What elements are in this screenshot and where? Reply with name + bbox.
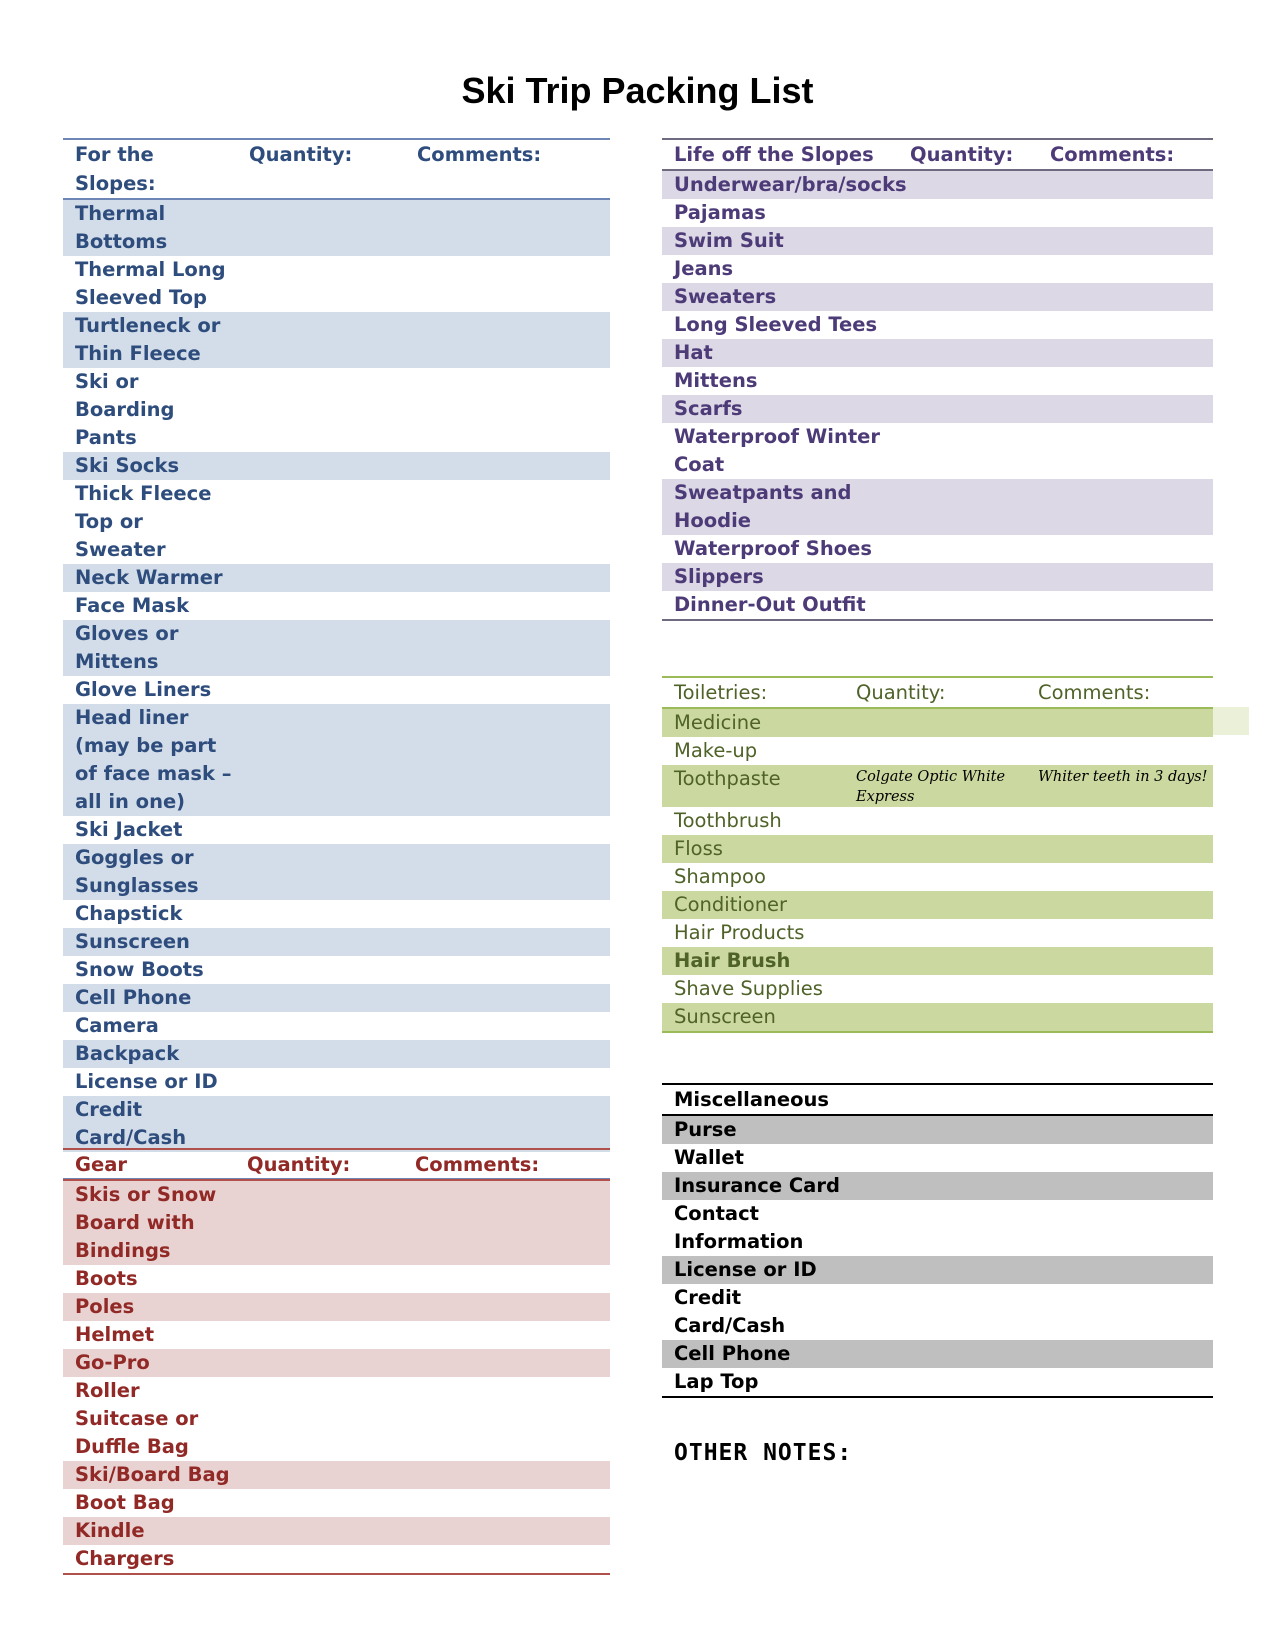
comment-cell	[403, 1265, 610, 1293]
quantity-cell	[844, 1284, 1026, 1340]
quantity-cell	[235, 1265, 403, 1293]
quantity-cell	[237, 368, 405, 452]
column-header: Quantity:	[844, 677, 1026, 708]
item-name: License or ID	[75, 1070, 218, 1093]
quantity-cell	[844, 1340, 1026, 1368]
table-row	[662, 737, 1213, 765]
comment-cell	[1026, 1368, 1213, 1397]
column-header: Quantity:	[235, 1149, 403, 1180]
quantity-cell	[235, 1517, 403, 1545]
table-row	[63, 1349, 610, 1377]
table-row	[662, 1172, 1213, 1200]
quantity-cell	[844, 947, 1026, 975]
item-name: Hat	[662, 339, 898, 367]
comment-cell	[405, 704, 610, 816]
comment-cell	[403, 1180, 610, 1265]
gear-table	[63, 1148, 610, 1575]
quantity-cell: Colgate Optic White Express	[844, 765, 1026, 807]
quantity-cell	[237, 256, 405, 312]
item-name: License or ID	[662, 1256, 844, 1284]
item-name: Cell Phone	[63, 984, 237, 1012]
item-name: Hair Brush	[662, 947, 844, 975]
item-name: Poles	[63, 1293, 235, 1321]
comment-cell	[1026, 708, 1213, 737]
life-off-slopes-table	[662, 138, 1213, 621]
quantity-cell	[844, 975, 1026, 1003]
comment-cell	[1026, 863, 1213, 891]
table-row	[63, 1068, 610, 1096]
column-header: Comments:	[1026, 677, 1213, 708]
quantity-cell	[898, 199, 1038, 227]
item-name: Make-up	[674, 739, 758, 762]
table-row	[63, 676, 610, 704]
table-row	[662, 199, 1213, 227]
table-row	[662, 1340, 1213, 1368]
comment-cell	[405, 1068, 610, 1096]
table-row	[662, 708, 1213, 737]
quantity-cell	[235, 1377, 403, 1461]
item-name: Swim Suit	[662, 227, 898, 255]
quantity-cell	[898, 311, 1038, 339]
quantity-cell	[235, 1461, 403, 1489]
comment-cell	[1026, 1144, 1213, 1172]
table-row	[662, 170, 1213, 199]
table-row	[662, 1115, 1213, 1144]
column-header: Comments:	[403, 1149, 610, 1180]
quantity-cell	[237, 1040, 405, 1068]
item-name: Shave Supplies	[674, 977, 823, 1000]
item-name: Ski Jacket	[75, 818, 183, 841]
comment-cell	[405, 816, 610, 844]
quantity-cell	[235, 1321, 403, 1349]
table-row	[662, 765, 1213, 807]
quantity-cell	[237, 452, 405, 480]
item-name: Scarfs	[662, 395, 898, 423]
column-header: For the Slopes:	[63, 139, 237, 199]
table-row	[63, 199, 610, 256]
table-row	[662, 1284, 1213, 1340]
quantity-cell	[237, 1012, 405, 1040]
table-row	[662, 311, 1213, 339]
quantity-cell	[235, 1293, 403, 1321]
quantity-cell	[237, 480, 405, 564]
item-name: Thermal Long Sleeved Top	[75, 258, 226, 309]
table-row	[63, 984, 610, 1012]
comment-cell: Whiter teeth in 3 days!	[1026, 765, 1213, 807]
quantity-cell	[237, 1096, 405, 1152]
item-name: Snow Boots	[75, 958, 204, 981]
table-row	[662, 919, 1213, 947]
comment-cell	[405, 928, 610, 956]
item-name: Go-Pro	[63, 1349, 235, 1377]
table-row	[662, 479, 1213, 535]
table-row	[63, 1180, 610, 1265]
quantity-cell	[237, 620, 405, 676]
table-row	[662, 423, 1213, 479]
column-header: Toiletries:	[662, 677, 844, 708]
quantity-cell	[898, 563, 1038, 591]
comment-cell	[403, 1321, 610, 1349]
quantity-cell	[898, 395, 1038, 423]
table-row	[63, 1461, 610, 1489]
quantity-cell	[898, 591, 1038, 620]
quantity-cell	[898, 339, 1038, 367]
table-row	[63, 1321, 610, 1349]
quantity-cell	[844, 1256, 1026, 1284]
quantity-cell	[237, 816, 405, 844]
table-row	[662, 807, 1213, 835]
quantity-cell	[237, 676, 405, 704]
item-name: Medicine	[662, 708, 844, 737]
comment-cell	[1038, 563, 1213, 591]
item-name: Skis or Snow Board with Bindings	[63, 1180, 235, 1265]
table-row	[662, 563, 1213, 591]
comment-cell	[405, 844, 610, 900]
item-name: Credit Card/Cash	[674, 1286, 786, 1337]
comment-cell	[405, 312, 610, 368]
quantity-cell	[237, 704, 405, 816]
item-name: Cell Phone	[662, 1340, 844, 1368]
comment-cell	[1026, 1340, 1213, 1368]
table-row	[63, 1096, 610, 1152]
table-row	[662, 255, 1213, 283]
item-name: Insurance Card	[662, 1172, 844, 1200]
item-name: Camera	[75, 1014, 159, 1037]
table-row	[662, 1200, 1213, 1256]
quantity-cell	[844, 1368, 1026, 1397]
item-name: Credit Card/Cash	[63, 1096, 237, 1152]
comment-cell	[1038, 311, 1213, 339]
quantity-cell	[844, 835, 1026, 863]
table-row	[63, 1545, 610, 1574]
comment-cell	[405, 984, 610, 1012]
quantity-cell	[898, 227, 1038, 255]
column-header: Quantity:	[898, 139, 1038, 170]
quantity-cell	[844, 863, 1026, 891]
item-name: Waterproof Winter Coat	[674, 425, 881, 476]
other-notes-heading: OTHER NOTES:	[674, 1440, 853, 1466]
item-name: Contact Information	[674, 1202, 804, 1253]
item-name: Thermal Bottoms	[63, 199, 237, 256]
slopes-table	[63, 138, 610, 1180]
table-row	[63, 928, 610, 956]
item-name: Backpack	[63, 1040, 237, 1068]
toiletries-table	[662, 676, 1213, 1033]
comment-cell	[405, 1040, 610, 1068]
item-name: Hair Products	[674, 921, 805, 944]
table-row	[63, 620, 610, 676]
item-name: Shampoo	[674, 865, 766, 888]
quantity-cell	[235, 1349, 403, 1377]
table-row	[63, 1517, 610, 1545]
table-row	[662, 535, 1213, 563]
table-row	[63, 1265, 610, 1293]
table-row	[662, 283, 1213, 311]
item-name: Neck Warmer	[63, 564, 237, 592]
comment-cell	[1038, 535, 1213, 563]
table-row	[63, 368, 610, 452]
table-row	[63, 844, 610, 900]
table-row	[63, 704, 610, 816]
comment-cell	[403, 1517, 610, 1545]
comment-cell	[1038, 199, 1213, 227]
comment-cell	[1038, 227, 1213, 255]
table-row	[662, 339, 1213, 367]
item-name: Sweatpants and Hoodie	[662, 479, 898, 535]
table-row	[662, 395, 1213, 423]
item-name: Long Sleeved Tees	[674, 313, 878, 336]
item-name: Chapstick	[75, 902, 183, 925]
item-name: Goggles or Sunglasses	[63, 844, 237, 900]
item-name: Purse	[662, 1115, 844, 1144]
item-name: Thick Fleece Top or Sweater	[75, 482, 212, 561]
comment-cell	[1038, 591, 1213, 620]
item-name: Gloves or Mittens	[63, 620, 237, 676]
quantity-cell	[237, 312, 405, 368]
quantity-cell	[237, 984, 405, 1012]
item-name: Sunscreen	[662, 1003, 844, 1032]
table-edge-decoration	[1213, 707, 1249, 735]
table-row	[662, 227, 1213, 255]
item-name: Slippers	[662, 563, 898, 591]
comment-cell	[1038, 283, 1213, 311]
item-name: Waterproof Shoes	[674, 537, 872, 560]
quantity-cell	[898, 170, 1038, 199]
quantity-cell	[844, 1144, 1026, 1172]
comment-cell	[405, 480, 610, 564]
comment-cell	[405, 620, 610, 676]
comment-cell	[1026, 919, 1213, 947]
comment-cell	[1026, 807, 1213, 835]
table-row	[662, 835, 1213, 863]
comment-cell	[1026, 1200, 1213, 1256]
item-name: Kindle	[63, 1517, 235, 1545]
comment-cell	[1026, 1256, 1213, 1284]
item-name: Ski Socks	[63, 452, 237, 480]
comment-cell	[405, 564, 610, 592]
item-name: Lap Top	[674, 1370, 759, 1393]
comment-cell	[405, 368, 610, 452]
quantity-cell	[898, 367, 1038, 395]
quantity-cell	[844, 919, 1026, 947]
quantity-cell	[898, 423, 1038, 479]
table-row	[63, 312, 610, 368]
item-name: Glove Liners	[75, 678, 212, 701]
table-row	[63, 592, 610, 620]
quantity-cell	[237, 900, 405, 928]
quantity-cell	[237, 1068, 405, 1096]
column-header: Comments:	[1038, 139, 1213, 170]
comment-cell	[405, 592, 610, 620]
comment-cell	[405, 199, 610, 256]
table-row	[63, 564, 610, 592]
table-row	[662, 863, 1213, 891]
item-name: Sweaters	[662, 283, 898, 311]
comment-cell	[403, 1461, 610, 1489]
table-row	[662, 1368, 1213, 1397]
comment-cell	[405, 256, 610, 312]
comment-cell	[1026, 835, 1213, 863]
item-name: Pajamas	[674, 201, 766, 224]
table-row	[63, 900, 610, 928]
item-name: Turtleneck or Thin Fleece	[63, 312, 237, 368]
quantity-cell	[235, 1545, 403, 1574]
table-row	[662, 891, 1213, 919]
quantity-cell	[235, 1180, 403, 1265]
comment-cell	[1026, 1284, 1213, 1340]
quantity-cell	[237, 592, 405, 620]
table-row	[662, 975, 1213, 1003]
table-row	[63, 956, 610, 984]
page-title: Ski Trip Packing List	[461, 70, 814, 111]
quantity-cell	[237, 956, 405, 984]
miscellaneous-table	[662, 1083, 1213, 1398]
item-name: Dinner-Out Outfit	[674, 593, 866, 616]
comment-cell	[1026, 737, 1213, 765]
item-name: Toothbrush	[674, 809, 782, 832]
comment-cell	[405, 956, 610, 984]
comment-cell	[1026, 1115, 1213, 1144]
item-name: Helmet	[75, 1323, 155, 1346]
quantity-cell	[898, 255, 1038, 283]
table-row	[662, 947, 1213, 975]
comment-cell	[1038, 255, 1213, 283]
item-name: Face Mask	[75, 594, 190, 617]
table-row	[63, 1012, 610, 1040]
column-header: Comments:	[405, 139, 610, 199]
table-row	[662, 591, 1213, 620]
item-name: Chargers	[75, 1547, 175, 1570]
quantity-cell	[237, 564, 405, 592]
comment-cell	[405, 900, 610, 928]
quantity-cell	[844, 1115, 1026, 1144]
table-row	[662, 1144, 1213, 1172]
quantity-cell	[844, 1003, 1026, 1032]
table-row	[63, 1377, 610, 1461]
column-header: Life off the Slopes	[662, 139, 898, 170]
column-header: Gear	[63, 1149, 235, 1180]
comment-cell	[403, 1349, 610, 1377]
quantity-cell	[844, 708, 1026, 737]
quantity-cell	[235, 1489, 403, 1517]
comment-cell	[1038, 339, 1213, 367]
table-row	[63, 816, 610, 844]
comment-cell	[403, 1293, 610, 1321]
quantity-cell	[844, 737, 1026, 765]
table-row	[63, 480, 610, 564]
comment-cell	[1026, 1003, 1213, 1032]
item-name: Conditioner	[662, 891, 844, 919]
item-name: Boots	[75, 1267, 138, 1290]
comment-cell	[1026, 1172, 1213, 1200]
column-header: Miscellaneous	[662, 1084, 844, 1115]
comment-cell	[1038, 423, 1213, 479]
comment-cell	[403, 1377, 610, 1461]
comment-cell	[405, 1096, 610, 1152]
comment-cell	[403, 1545, 610, 1574]
comment-cell	[1026, 891, 1213, 919]
table-row	[662, 1003, 1213, 1032]
comment-cell	[1026, 975, 1213, 1003]
quantity-cell	[898, 479, 1038, 535]
comment-cell	[403, 1489, 610, 1517]
comment-cell	[405, 676, 610, 704]
quantity-cell	[237, 928, 405, 956]
comment-cell	[405, 1012, 610, 1040]
item-name: Wallet	[674, 1146, 744, 1169]
comment-cell	[405, 452, 610, 480]
table-row	[63, 452, 610, 480]
column-header: Quantity:	[237, 139, 405, 199]
quantity-cell	[898, 283, 1038, 311]
item-name: Boot Bag	[75, 1491, 175, 1514]
item-name: Roller Suitcase or Duffle Bag	[75, 1379, 199, 1458]
quantity-cell	[237, 199, 405, 256]
quantity-cell	[844, 1200, 1026, 1256]
comment-cell	[1038, 367, 1213, 395]
table-row	[662, 1256, 1213, 1284]
item-name: Mittens	[674, 369, 758, 392]
item-name: Jeans	[674, 257, 734, 280]
quantity-cell	[844, 807, 1026, 835]
table-row	[63, 1293, 610, 1321]
comment-cell	[1026, 947, 1213, 975]
table-row	[63, 256, 610, 312]
table-row	[63, 1040, 610, 1068]
item-name: Toothpaste	[662, 765, 844, 807]
item-name: Ski or Boarding Pants	[75, 370, 175, 449]
item-name: Underwear/bra/socks	[662, 170, 898, 199]
quantity-cell	[898, 535, 1038, 563]
comment-cell	[1038, 395, 1213, 423]
item-name: Ski/Board Bag	[63, 1461, 235, 1489]
table-row	[662, 367, 1213, 395]
item-name: Floss	[662, 835, 844, 863]
comment-cell	[1038, 170, 1213, 199]
quantity-cell	[844, 1172, 1026, 1200]
comment-cell	[1038, 479, 1213, 535]
table-row	[63, 1489, 610, 1517]
quantity-cell	[844, 891, 1026, 919]
item-name: Head liner (may be part of face mask – all in one)	[63, 704, 237, 816]
item-name: Sunscreen	[63, 928, 237, 956]
quantity-cell	[237, 844, 405, 900]
